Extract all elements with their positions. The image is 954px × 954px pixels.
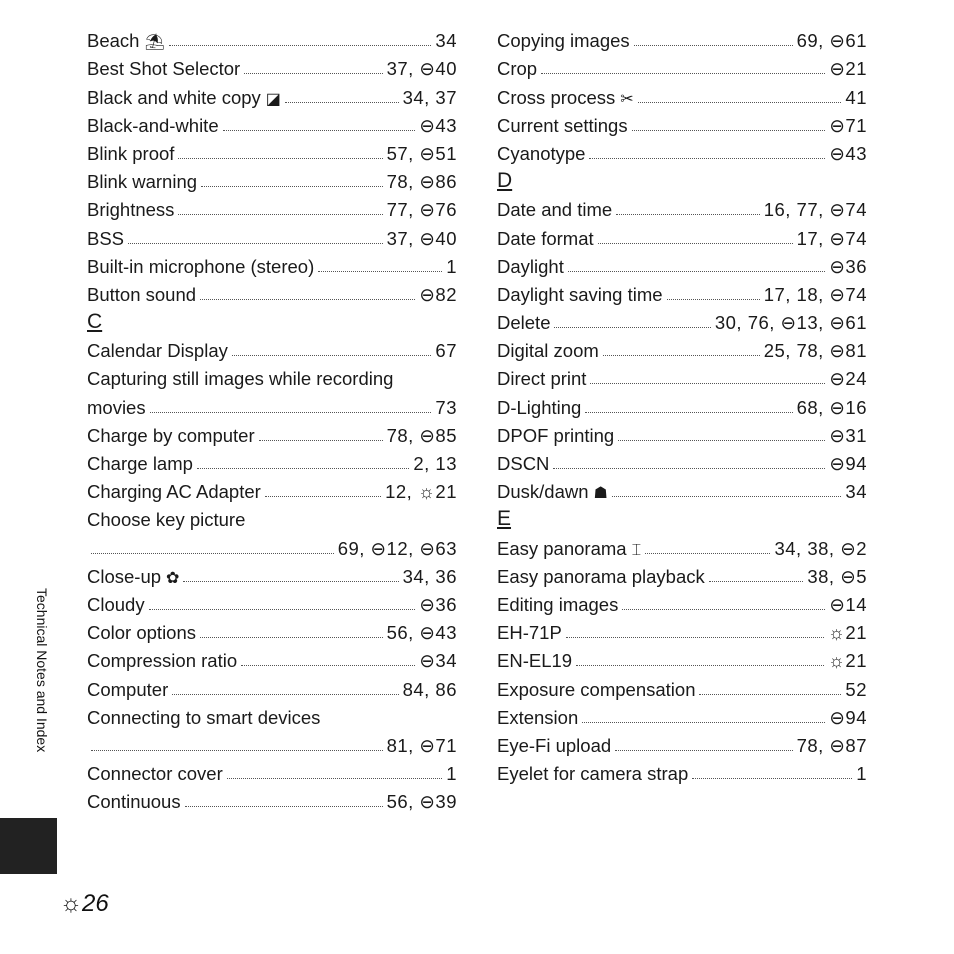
- index-entry-pages: ⊖43: [829, 142, 867, 164]
- index-entry: [87, 616, 457, 644]
- index-entry-pages: 12, ☼21: [385, 481, 457, 503]
- index-entry-pages: 77, ⊖76: [386, 199, 457, 221]
- index-entry: [87, 109, 457, 137]
- index-entry-pages: 78, ⊖85: [386, 424, 457, 446]
- index-entry-pages: 34, 38, ⊖2: [774, 537, 867, 559]
- index-entry-term: Delete: [497, 312, 551, 334]
- dot-leader: [223, 130, 416, 131]
- index-entry-pages: ⊖43: [419, 114, 457, 136]
- index-entry: [497, 137, 867, 165]
- index-entry-pages: 25, 78, ⊖81: [763, 340, 867, 362]
- scene-mode-icon: ⌶: [631, 541, 642, 559]
- index-entry: [497, 757, 867, 785]
- dot-leader: [612, 496, 842, 497]
- dot-leader: [589, 158, 825, 159]
- index-entry-pages: ⊖24: [829, 368, 867, 390]
- index-entry: [87, 24, 457, 52]
- index-entry-pages: 37, ⊖40: [386, 58, 457, 80]
- index-entry-term: Date and time: [497, 199, 613, 221]
- index-entry: [497, 52, 867, 80]
- index-entry-pages: 34: [845, 481, 867, 503]
- index-entry: [497, 616, 867, 644]
- index-entry-term: Cyanotype: [497, 142, 586, 164]
- index-entry-pages: 68, ⊖16: [796, 396, 867, 418]
- index-entry: [87, 503, 457, 531]
- index-entry-term: Black-and-white: [87, 114, 219, 136]
- index-entry-pages: ⊖34: [419, 650, 457, 672]
- dot-leader: [149, 609, 416, 610]
- dot-leader: [622, 609, 825, 610]
- index-entry: [497, 729, 867, 757]
- index-entry-pages: ⊖82: [419, 283, 457, 305]
- index-entry-pages: 34: [435, 30, 457, 52]
- index-entry-pages: ⊖94: [829, 453, 867, 474]
- index-entry: [87, 785, 457, 813]
- dot-leader: [91, 750, 383, 751]
- index-entry: [87, 531, 457, 559]
- index-entry-pages: ⊖94: [829, 706, 867, 728]
- index-entry-pages: 1: [446, 763, 457, 785]
- index-entry-pages: ⊖21: [829, 58, 867, 80]
- index-entry: [497, 362, 867, 390]
- index-entry: [497, 419, 867, 447]
- dot-leader: [259, 440, 383, 441]
- index-entry-term: Built-in microphone (stereo): [87, 255, 315, 277]
- dot-leader: [183, 581, 398, 582]
- index-entry: [87, 250, 457, 278]
- dot-leader: [634, 45, 793, 46]
- index-entry-pages: 67: [435, 340, 457, 362]
- index-entry-pages: 37, ⊖40: [386, 227, 457, 249]
- dot-leader: [638, 102, 842, 103]
- dot-leader: [590, 383, 825, 384]
- dot-leader: [178, 158, 382, 159]
- index-entry: [87, 221, 457, 249]
- index-entry-term: Connecting to smart devices: [87, 706, 321, 728]
- index-entry: [87, 672, 457, 700]
- index-entry-term: EN-EL19: [497, 650, 573, 672]
- index-column-left: [87, 24, 457, 813]
- index-entry: [87, 80, 457, 108]
- index-entry: [87, 362, 457, 390]
- index-entry: [497, 221, 867, 249]
- index-entry-term: Easy panorama playback: [497, 565, 705, 587]
- index-entry: [87, 52, 457, 80]
- index-entry-pages: 41: [845, 86, 867, 108]
- index-entry: [87, 419, 457, 447]
- index-entry-pages: 69, ⊖12, ⊖63: [337, 537, 457, 559]
- index-section-letter: D: [497, 169, 513, 193]
- index-section-letter: E: [497, 507, 512, 531]
- dot-leader: [603, 355, 760, 356]
- index-entry-term: movies: [87, 396, 146, 418]
- index-entry: [497, 390, 867, 418]
- index-entry-term: Cross process: [497, 86, 616, 108]
- dot-leader: [576, 665, 824, 666]
- dot-leader: [200, 299, 415, 300]
- dot-leader: [568, 271, 826, 272]
- dot-leader: [541, 73, 825, 74]
- index-entry-term: Charging AC Adapter: [87, 481, 261, 503]
- dot-leader: [91, 553, 334, 554]
- index-entry-term: Charge by computer: [87, 424, 255, 446]
- index-entry: [497, 278, 867, 306]
- index-entry-pages: 56, ⊖39: [386, 791, 457, 813]
- index-entry-term: Choose key picture: [87, 509, 246, 531]
- index-entry: [87, 334, 457, 362]
- index-entry: [87, 165, 457, 193]
- index-entry-pages: 73: [435, 396, 457, 418]
- dot-leader: [618, 440, 825, 441]
- index-entry: [497, 672, 867, 700]
- index-entry: [497, 531, 867, 559]
- index-entry: [87, 701, 457, 729]
- index-entry-pages: 34, 37: [402, 86, 457, 108]
- dot-leader: [232, 355, 432, 356]
- scene-mode-icon: ☗: [593, 485, 608, 503]
- index-entry-pages: ☼21: [827, 650, 867, 672]
- index-entry-term: Capturing still images while recording: [87, 368, 394, 390]
- index-entry: [87, 588, 457, 616]
- index-entry-pages: 69, ⊖61: [796, 30, 867, 52]
- index-entry-term: Daylight: [497, 255, 564, 277]
- index-entry-term: Button sound: [87, 283, 197, 305]
- index-entry: [87, 137, 457, 165]
- dot-leader: [582, 722, 825, 723]
- scene-mode-icon: ⛱: [144, 34, 165, 52]
- index-entry-term: Brightness: [87, 199, 175, 221]
- dot-leader: [616, 214, 760, 215]
- index-entry-term: Crop: [497, 58, 538, 80]
- index-entry: [497, 24, 867, 52]
- index-entry-term: Charge lamp: [87, 453, 193, 474]
- index-entry-term: BSS: [87, 227, 125, 249]
- index-entry-term: Blink proof: [87, 142, 175, 164]
- index-entry-term: EH-71P: [497, 622, 562, 644]
- index-entry-term: Current settings: [497, 114, 628, 136]
- index-entry: [497, 447, 867, 475]
- dot-leader: [318, 271, 442, 272]
- index-entry-term: Copying images: [497, 30, 630, 52]
- dot-leader: [632, 130, 826, 131]
- index-entry: [87, 560, 457, 588]
- index-entry: [87, 447, 457, 475]
- index-entry-pages: ⊖71: [829, 114, 867, 136]
- dot-leader: [197, 468, 409, 469]
- index-entry-term: Continuous: [87, 791, 181, 813]
- index-entry: [497, 80, 867, 108]
- dot-leader: [178, 214, 382, 215]
- index-entry-pages: ⊖14: [829, 593, 867, 615]
- index-entry-term: DPOF printing: [497, 424, 615, 446]
- index-entry-pages: 38, ⊖5: [807, 565, 867, 587]
- index-entry-term: Eyelet for camera strap: [497, 763, 689, 785]
- index-entry-pages: ⊖36: [829, 255, 867, 277]
- index-entry-term: Extension: [497, 706, 579, 728]
- index-entry-pages: 17, 18, ⊖74: [763, 283, 867, 305]
- index-entry-term: Blink warning: [87, 171, 198, 193]
- index-entry: [497, 588, 867, 616]
- index-entry-term: Beach: [87, 30, 140, 52]
- dot-leader: [615, 750, 792, 751]
- index-entry-pages: 78, ⊖86: [386, 171, 457, 193]
- dot-leader: [709, 581, 804, 582]
- index-entry: [87, 278, 457, 306]
- index-entry-term: Exposure compensation: [497, 678, 696, 700]
- index-entry-pages: 1: [856, 763, 867, 785]
- index-entry-term: Date format: [497, 227, 594, 249]
- dot-leader: [128, 243, 383, 244]
- dot-leader: [200, 637, 383, 638]
- index-entry: [497, 193, 867, 221]
- index-entry-term: Best Shot Selector: [87, 58, 241, 80]
- dot-leader: [553, 468, 825, 469]
- index-entry-pages: 34, 36: [402, 565, 457, 587]
- index-entry-pages: 17, ⊖74: [796, 227, 867, 249]
- index-entry: [87, 757, 457, 785]
- dot-leader: [285, 102, 399, 103]
- dot-leader: [692, 778, 852, 779]
- index-entry-pages: 52: [845, 678, 867, 700]
- dot-leader: [244, 73, 382, 74]
- scene-mode-icon: ◪: [265, 90, 281, 108]
- index-entry: [497, 560, 867, 588]
- index-entry: [497, 701, 867, 729]
- index-entry: [87, 193, 457, 221]
- index-entry-pages: 84, 86: [402, 678, 457, 700]
- dot-leader: [645, 553, 770, 554]
- dot-leader: [185, 806, 383, 807]
- index-entry: [497, 475, 867, 503]
- index-entry-term: Color options: [87, 622, 197, 644]
- dot-leader: [554, 327, 710, 328]
- index-entry-pages: 78, ⊖87: [796, 734, 867, 756]
- index-entry: [497, 644, 867, 672]
- index-entry-term: Black and white copy: [87, 86, 261, 108]
- dot-leader: [227, 778, 442, 779]
- scene-mode-icon: ✿: [166, 569, 180, 587]
- index-entry: [87, 390, 457, 418]
- index-entry: [87, 475, 457, 503]
- index-entry-term: Calendar Display: [87, 340, 228, 362]
- page-number: ☼26: [60, 890, 109, 917]
- index-entry-term: Connector cover: [87, 763, 223, 785]
- index-entry-pages: 57, ⊖51: [386, 142, 457, 164]
- dot-leader: [150, 412, 432, 413]
- index-entry-term: Computer: [87, 678, 169, 700]
- dot-leader: [172, 694, 398, 695]
- index-entry: [87, 729, 457, 757]
- index-entry-term: DSCN: [497, 453, 550, 474]
- index-entry: [497, 306, 867, 334]
- index-entry-pages: 1: [446, 255, 457, 277]
- dot-leader: [201, 186, 383, 187]
- index-entry: [497, 109, 867, 137]
- index-entry-term: D-Lighting: [497, 396, 582, 418]
- index-entry-pages: ☼21: [827, 622, 867, 644]
- index-entry-term: Digital zoom: [497, 340, 599, 362]
- index-entry-pages: 30, 76, ⊖13, ⊖61: [714, 312, 867, 334]
- index-entry-term: Easy panorama: [497, 537, 627, 559]
- scene-mode-icon: ✂: [620, 90, 634, 108]
- dot-leader: [585, 412, 792, 413]
- index-entry-pages: ⊖31: [829, 424, 867, 446]
- index-entry-term: Cloudy: [87, 593, 145, 615]
- section-tab-marker: [0, 818, 57, 874]
- dot-leader: [241, 665, 415, 666]
- dot-leader: [566, 637, 824, 638]
- index-column-right: [497, 24, 867, 785]
- index-entry-pages: 2, 13: [413, 453, 457, 474]
- dot-leader: [667, 299, 760, 300]
- index-entry-term: Daylight saving time: [497, 283, 663, 305]
- index-entry-pages: 56, ⊖43: [386, 622, 457, 644]
- index-entry-term: Direct print: [497, 368, 587, 390]
- dot-leader: [265, 496, 381, 497]
- dot-leader: [598, 243, 793, 244]
- dot-leader: [699, 694, 841, 695]
- index-entry-term: Dusk/dawn: [497, 481, 589, 503]
- index-section-letter: C: [87, 310, 103, 334]
- index-entry-term: Editing images: [497, 593, 619, 615]
- dot-leader: [169, 45, 432, 46]
- index-entry-term: Eye-Fi upload: [497, 734, 612, 756]
- index-entry-pages: ⊖36: [419, 593, 457, 615]
- index-entry: [497, 250, 867, 278]
- index-entry: [497, 334, 867, 362]
- index-entry-term: Compression ratio: [87, 650, 238, 672]
- index-entry-pages: 81, ⊖71: [386, 734, 457, 756]
- index-entry: [87, 644, 457, 672]
- section-sidebar-label: Technical Notes and Index: [34, 588, 50, 753]
- index-entry-term: Close-up: [87, 565, 162, 587]
- index-entry-pages: 16, 77, ⊖74: [763, 199, 867, 221]
